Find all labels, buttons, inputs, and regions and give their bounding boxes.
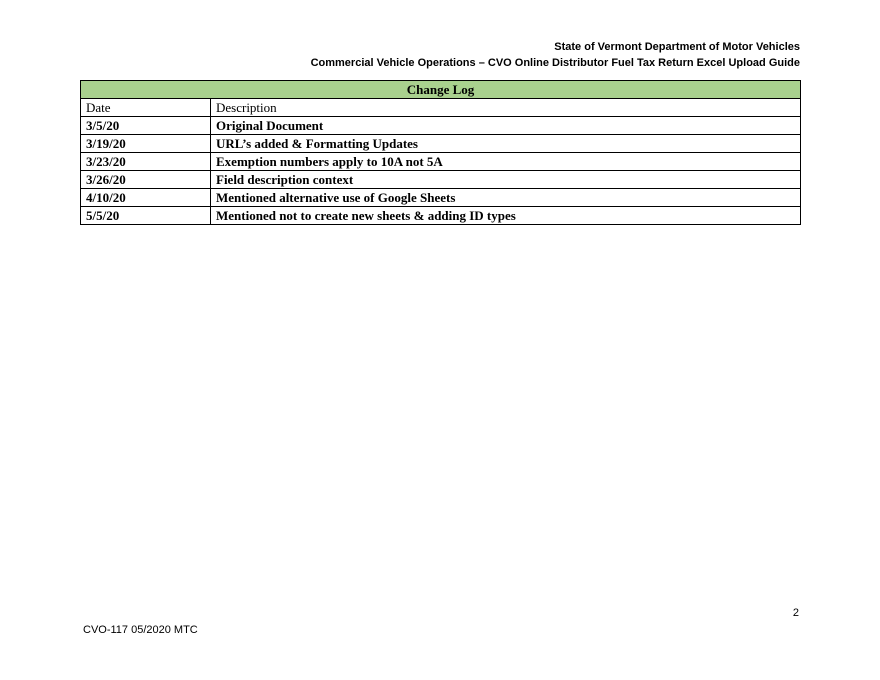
row-date: 3/5/20 [81,117,211,135]
row-date: 3/26/20 [81,171,211,189]
row-description: URL’s added & Formatting Updates [211,135,801,153]
row-date: 5/5/20 [81,207,211,225]
row-date: 4/10/20 [81,189,211,207]
header-document-title: Commercial Vehicle Operations – CVO Online Distributor Fuel Tax Return Excel Upload Guide [310,57,800,69]
page-header [311,39,800,71]
table-row [81,171,801,189]
column-header-row [81,99,801,117]
table-row [81,189,801,207]
row-description: Exemption numbers apply to 10A not 5A [211,153,801,171]
table-row [81,135,801,153]
change-log-table [80,80,801,225]
page-number: 2 [792,607,799,619]
table-row [81,207,801,225]
row-description: Mentioned alternative use of Google Sheets [211,189,801,207]
row-date: 3/19/20 [81,135,211,153]
row-description: Mentioned not to create new sheets & adding ID types [211,207,801,225]
row-description: Original Document [211,117,801,135]
table-row [81,117,801,135]
footer-form-code: CVO-117 05/2020 MTC [83,624,198,636]
table-row [81,153,801,171]
column-header-date: Date [81,99,211,117]
column-header-description: Description [211,99,801,117]
row-date: 3/23/20 [81,153,211,171]
header-agency: State of Vermont Department of Motor Vehicles [554,41,800,53]
change-log-title: Change Log [81,81,801,99]
row-description: Field description context [211,171,801,189]
